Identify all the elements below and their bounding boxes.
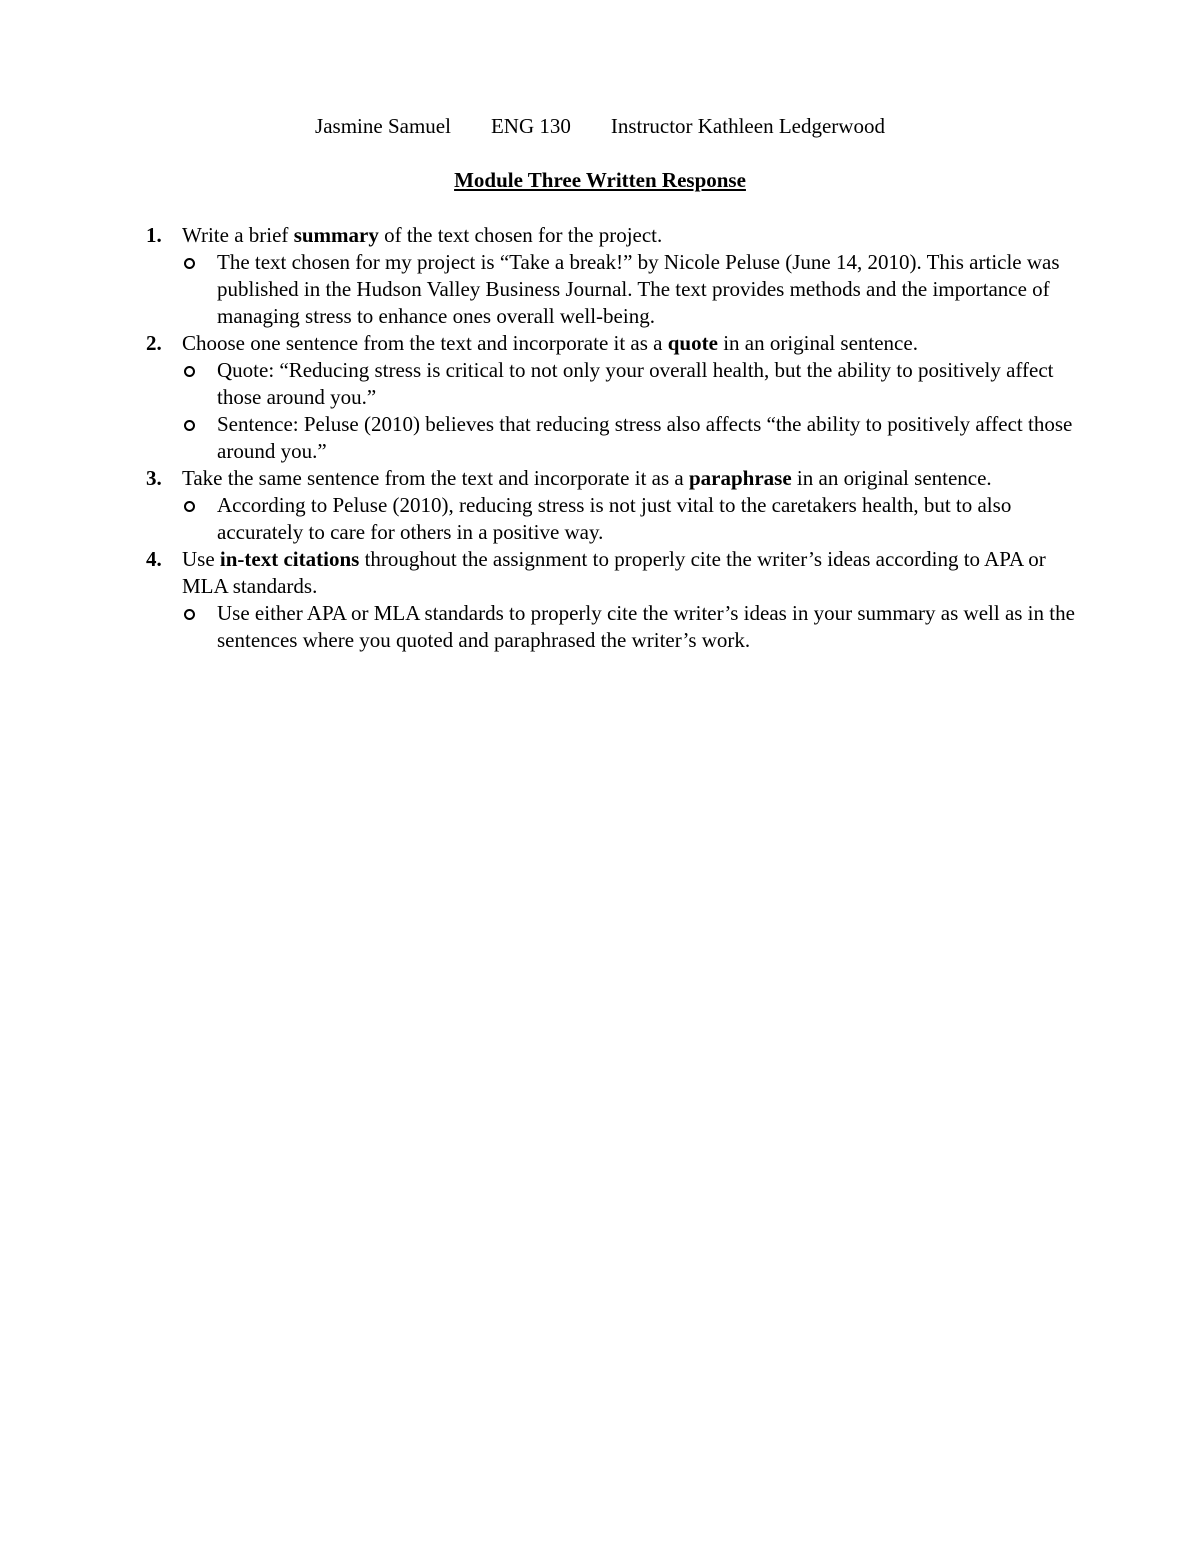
- question-text-pre: Take the same sentence from the text and incorporate it as a: [182, 466, 689, 490]
- document-header: [0, 112, 1200, 140]
- question-text-pre: Write a brief: [182, 223, 294, 247]
- question-number: 4.: [146, 547, 162, 571]
- hollow-bullet-icon: [184, 609, 195, 620]
- answer-item: [0, 492, 1092, 546]
- question-item-4: [0, 546, 1092, 600]
- answer-item: [0, 357, 1092, 411]
- question-number: 2.: [146, 331, 162, 355]
- answer-text: Sentence: Peluse (2010) believes that reducing stress also affects “the ability to positively affect those around you.”: [217, 412, 1073, 463]
- answer-item: [0, 249, 1092, 330]
- question-text-pre: Use: [182, 547, 220, 571]
- question-text-post: of the text chosen for the project.: [378, 223, 663, 247]
- hollow-bullet-icon: [184, 501, 195, 512]
- hollow-bullet-icon: [184, 366, 195, 377]
- question-text-post: in an original sentence.: [717, 331, 918, 355]
- question-number: 3.: [146, 466, 162, 490]
- question-text-post: in an original sentence.: [791, 466, 992, 490]
- question-keyword: summary: [293, 223, 379, 247]
- answer-text: Quote: “Reducing stress is critical to not only your overall health, but the ability to positively affect those around you.”: [217, 358, 1054, 409]
- answer-text: According to Peluse (2010), reducing stress is not just vital to the caretakers health, but to also accurately to care for others in a positive way.: [217, 493, 1012, 544]
- document-title: Module Three Written Response: [454, 168, 746, 192]
- question-text-pre: Choose one sentence from the text and incorporate it as a: [182, 331, 668, 355]
- hollow-bullet-icon: [184, 420, 195, 431]
- answer-item: [0, 411, 1092, 465]
- student-name: Jasmine Samuel: [315, 114, 451, 138]
- question-keyword: in-text citations: [219, 547, 360, 571]
- answer-text: The text chosen for my project is “Take a break!” by Nicole Peluse (June 14, 2010). This article was published in the Hudson Valley Business Journal. The text provides methods and the importance of managing stress to enhance ones overall well-being.: [217, 250, 1060, 328]
- question-item-2: [0, 330, 1092, 357]
- course-code: ENG 130: [490, 114, 571, 138]
- question-list: [0, 222, 1200, 654]
- question-keyword: quote: [667, 331, 718, 355]
- question-item-3: [0, 465, 1092, 492]
- question-text-post: throughout the assignment to properly cite the writer’s ideas according to APA or MLA standards.: [182, 547, 1046, 598]
- question-item-1: [0, 222, 1092, 249]
- answer-text: Use either APA or MLA standards to properly cite the writer’s ideas in your summary as well as in the sentences where you quoted and paraphrased the writer’s work.: [217, 601, 1075, 652]
- answer-item: [0, 600, 1092, 654]
- hollow-bullet-icon: [184, 258, 195, 269]
- question-keyword: paraphrase: [688, 466, 792, 490]
- question-number: 1.: [146, 223, 162, 247]
- instructor-name: Instructor Kathleen Ledgerwood: [610, 114, 885, 138]
